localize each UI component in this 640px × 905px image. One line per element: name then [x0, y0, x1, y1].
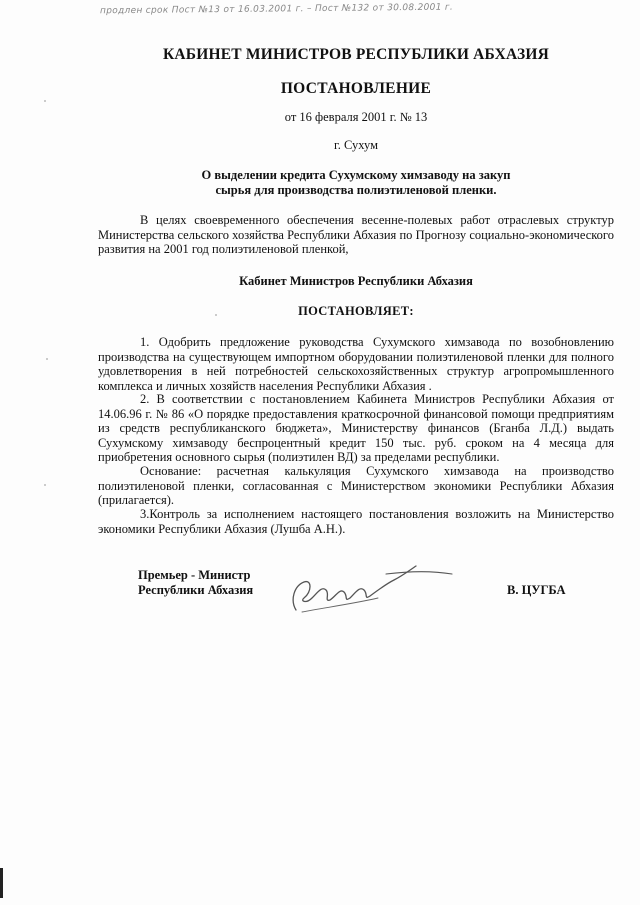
scan-speck: [215, 314, 217, 316]
scan-speck: [44, 484, 46, 486]
handwritten-note: продлен срок Пост №13 от 16.03.2001 г. – Пост №132 от 30.08.2001 г.: [99, 2, 454, 17]
subject-heading: [98, 168, 614, 198]
subject-line-1: О выделении кредита Сухумскому химзаводу на закуп: [201, 168, 511, 182]
city: г. Сухум: [333, 138, 378, 152]
date-number: от 16 февраля 2001 г. № 13: [284, 110, 428, 124]
document-type: ПОСТАНОВЛЕНИЕ: [280, 80, 432, 97]
item-2-paragraph: 2. В соответствии с постановлением Кабинета Министров Республики Абхазия от 14.06.96 г. № 86 «О порядке предоставления краткосрочной финансовой помощи предприятиям из средств республиканского бюджета», Министерству финансов (Бганба Л.Д.) выдать Сухумскому химзаводу беспроцентный кредит 150 тыс. руб. сроком на 4 месяца для приобретения основного сырья (полиэтилен ВД) за пределами республики.: [98, 392, 614, 465]
signatory-name: В. ЦУГБА: [507, 583, 566, 597]
handwritten-signature: [282, 552, 462, 622]
basis-paragraph: Основание: расчетная калькуляция Сухумского химзавода на производство полиэтиленовой пленки, согласованная с Министерством экономики Республики Абхазия (прилагается).: [98, 464, 614, 508]
intro-paragraph: В целях своевременного обеспечения весенне-полевых работ отраслевых структур Министерства сельского хозяйства Республики Абхазия по Прогнозу социально-экономического развития на 2001 год полиэтиленовой пленкой,: [98, 213, 614, 257]
organization-title: КАБИНЕТ МИНИСТРОВ РЕСПУБЛИКИ АБХАЗИЯ: [162, 46, 550, 63]
decree-word: ПОСТАНОВЛЯЕТ:: [298, 304, 414, 318]
signatory-title-line-1: Премьер - Министр: [138, 568, 251, 582]
item-3-paragraph: 3.Контроль за исполнением настоящего постановления возложить на Министерство экономики Республики Абхазия (Лушба А.Н.).: [98, 507, 614, 536]
scan-edge-mark: [0, 868, 3, 898]
signatory-title-line-2: Республики Абхазия: [138, 583, 254, 597]
item-1-paragraph: 1. Одобрить предложение руководства Сухумского химзавода по возобновлению производства на существующем импортном оборудовании полиэтиленовой пленки для полного удовлетворения в ней потребностей сельскохозяйственных структур агропромышленного комплекса и личных хозяйств населения Республики Абхазия .: [98, 335, 614, 393]
issuer: Кабинет Министров Республики Абхазия: [239, 274, 473, 288]
subject-line-2: сырья для производства полиэтиленовой пленки.: [215, 183, 497, 197]
scan-speck: [44, 100, 46, 102]
signatory-title: [138, 568, 253, 598]
scan-speck: [46, 358, 48, 360]
